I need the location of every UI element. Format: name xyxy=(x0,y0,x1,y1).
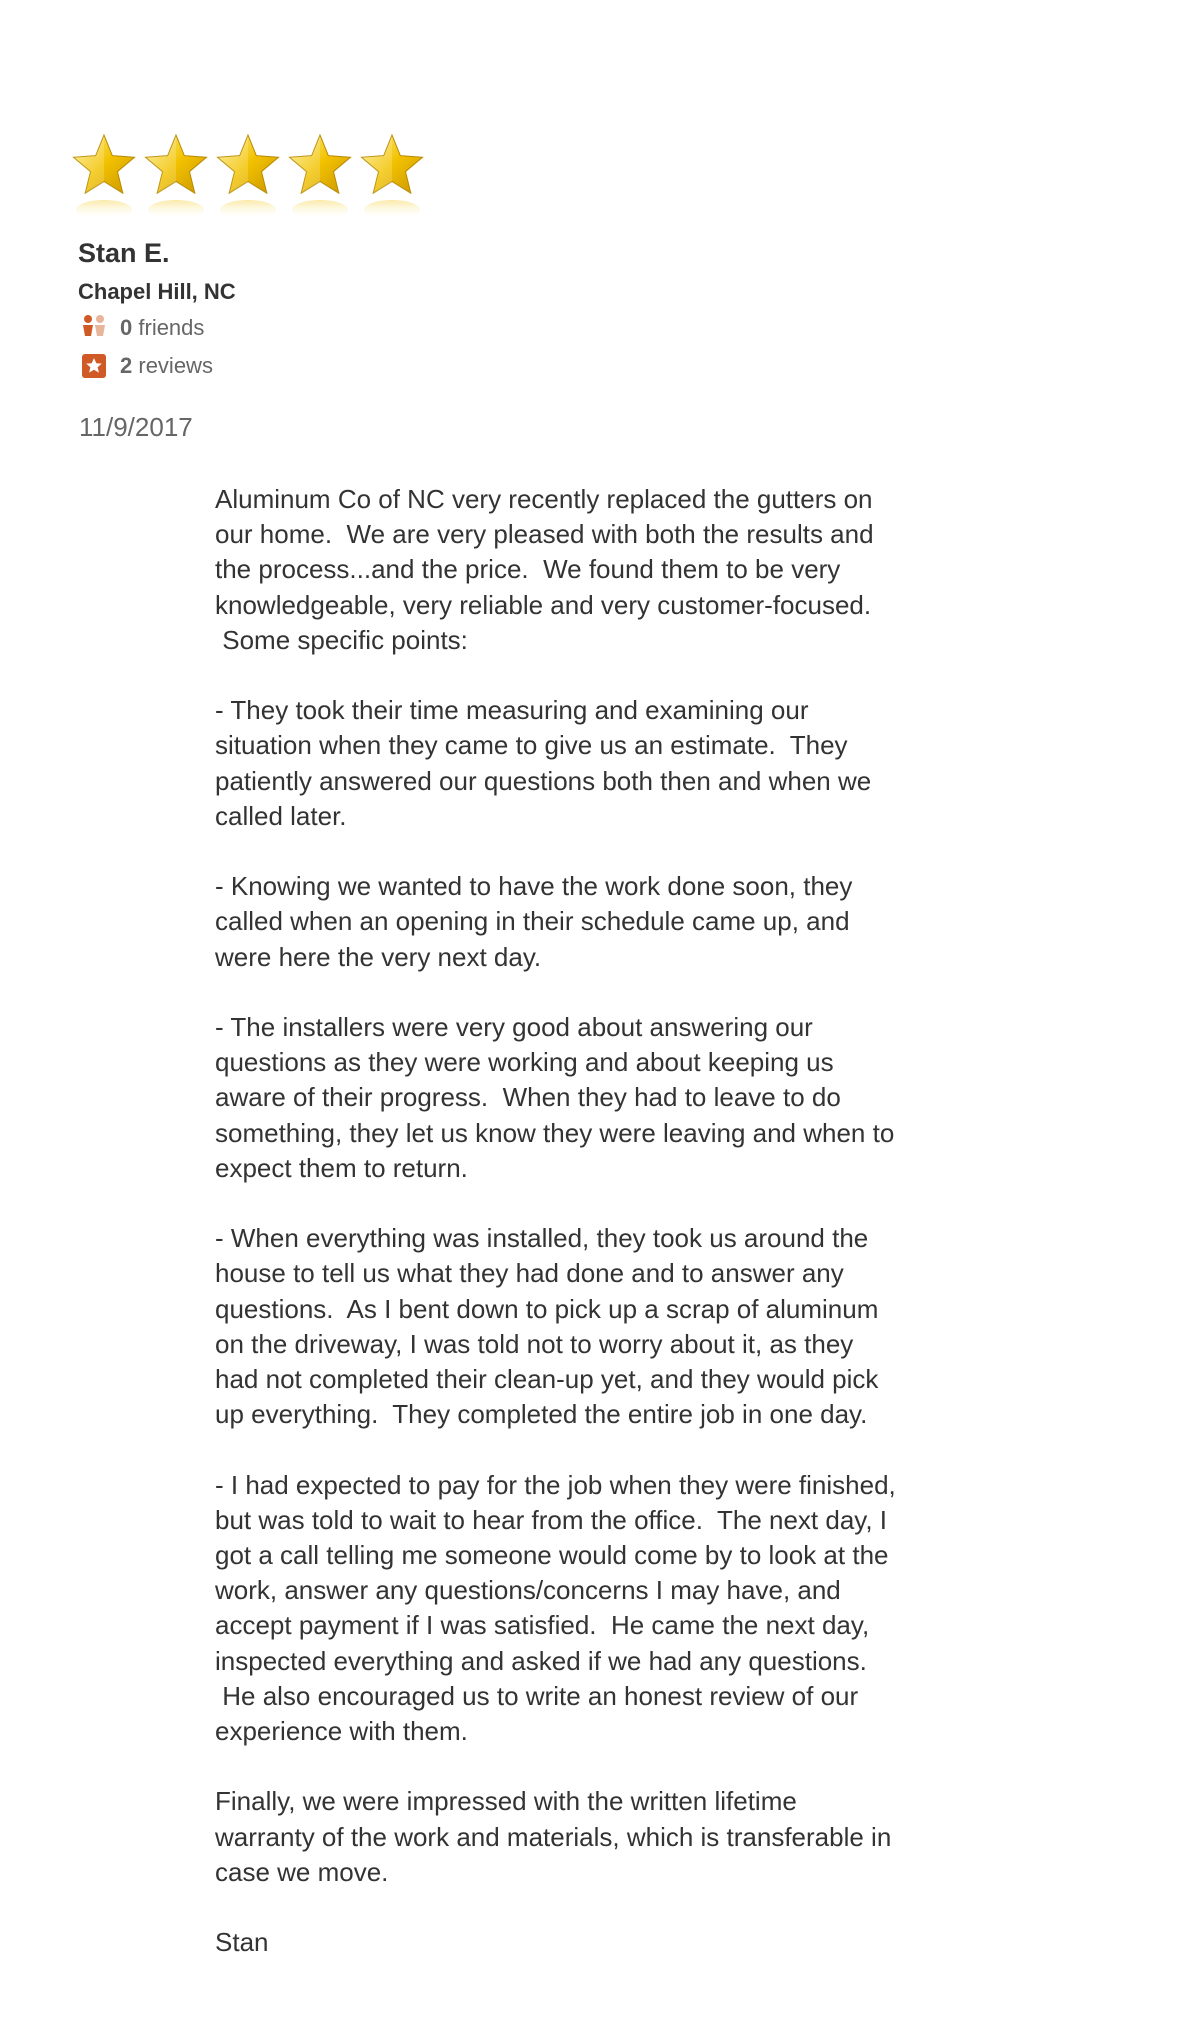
review-star-icon xyxy=(78,352,110,380)
review-paragraph: - They took their time measuring and examining our situation when they came to give us an estimate. They patiently answered our questions both then and when we called later. xyxy=(215,695,872,831)
review-date: 11/9/2017 xyxy=(79,412,193,442)
review-paragraph: Aluminum Co of NC very recently replaced the gutters on our home. We are very pleased with both the results and the process...and the price. We found them to be very knowledgeable, very reliable and very customer-focused. Some specific points: xyxy=(215,484,874,655)
star-icon xyxy=(286,132,354,242)
friends-count xyxy=(78,314,204,342)
star-icon xyxy=(70,132,138,242)
friends-number: 0 xyxy=(120,315,133,340)
review-paragraph: Finally, we were impressed with the written lifetime warranty of the work and materials, which is transferable in case we move. xyxy=(215,1786,892,1887)
review-paragraph: - Knowing we wanted to have the work done soon, they called when an opening in their schedule came up, and were here the very next day. xyxy=(215,871,853,972)
friends-label: friends xyxy=(138,315,205,340)
reviewer-location: Chapel Hill, NC xyxy=(78,279,236,304)
reviewer-name[interactable]: Stan E. xyxy=(78,238,170,268)
reviews-number: 2 xyxy=(120,353,133,378)
star-rating xyxy=(70,132,426,242)
review-paragraph: - When everything was installed, they took us around the house to tell us what they had done and to answer any questions. As I bent down to pick up a scrap of aluminum on the driveway, I was told not to worry about it, as they had not completed their clean-up yet, and they would pick up everything. They completed the entire job in one day. xyxy=(215,1223,879,1430)
review-paragraph: - I had expected to pay for the job when they were finished, but was told to wait to hear from the office. The next day, I got a call telling me someone would come by to look at the work, answer any questions/concerns I may have, and accept payment if I was satisfied. He came the next day, inspected everything and asked if we had any questions. He also encouraged us to write an honest review of our experience with them. xyxy=(215,1469,896,1747)
review-paragraph: - The installers were very good about answering our questions as they were working and about keeping us aware of their progress. When they had to leave to do something, they let us know they were leaving and when to expect them to return. xyxy=(215,1012,895,1183)
star-icon xyxy=(214,132,282,242)
star-icon xyxy=(142,132,210,242)
people-icon xyxy=(78,314,110,342)
review-body xyxy=(215,482,975,1960)
review-paragraph: Stan xyxy=(215,1927,269,1958)
reviews-label: reviews xyxy=(138,353,213,378)
reviews-count xyxy=(78,352,213,380)
star-icon xyxy=(358,132,426,242)
